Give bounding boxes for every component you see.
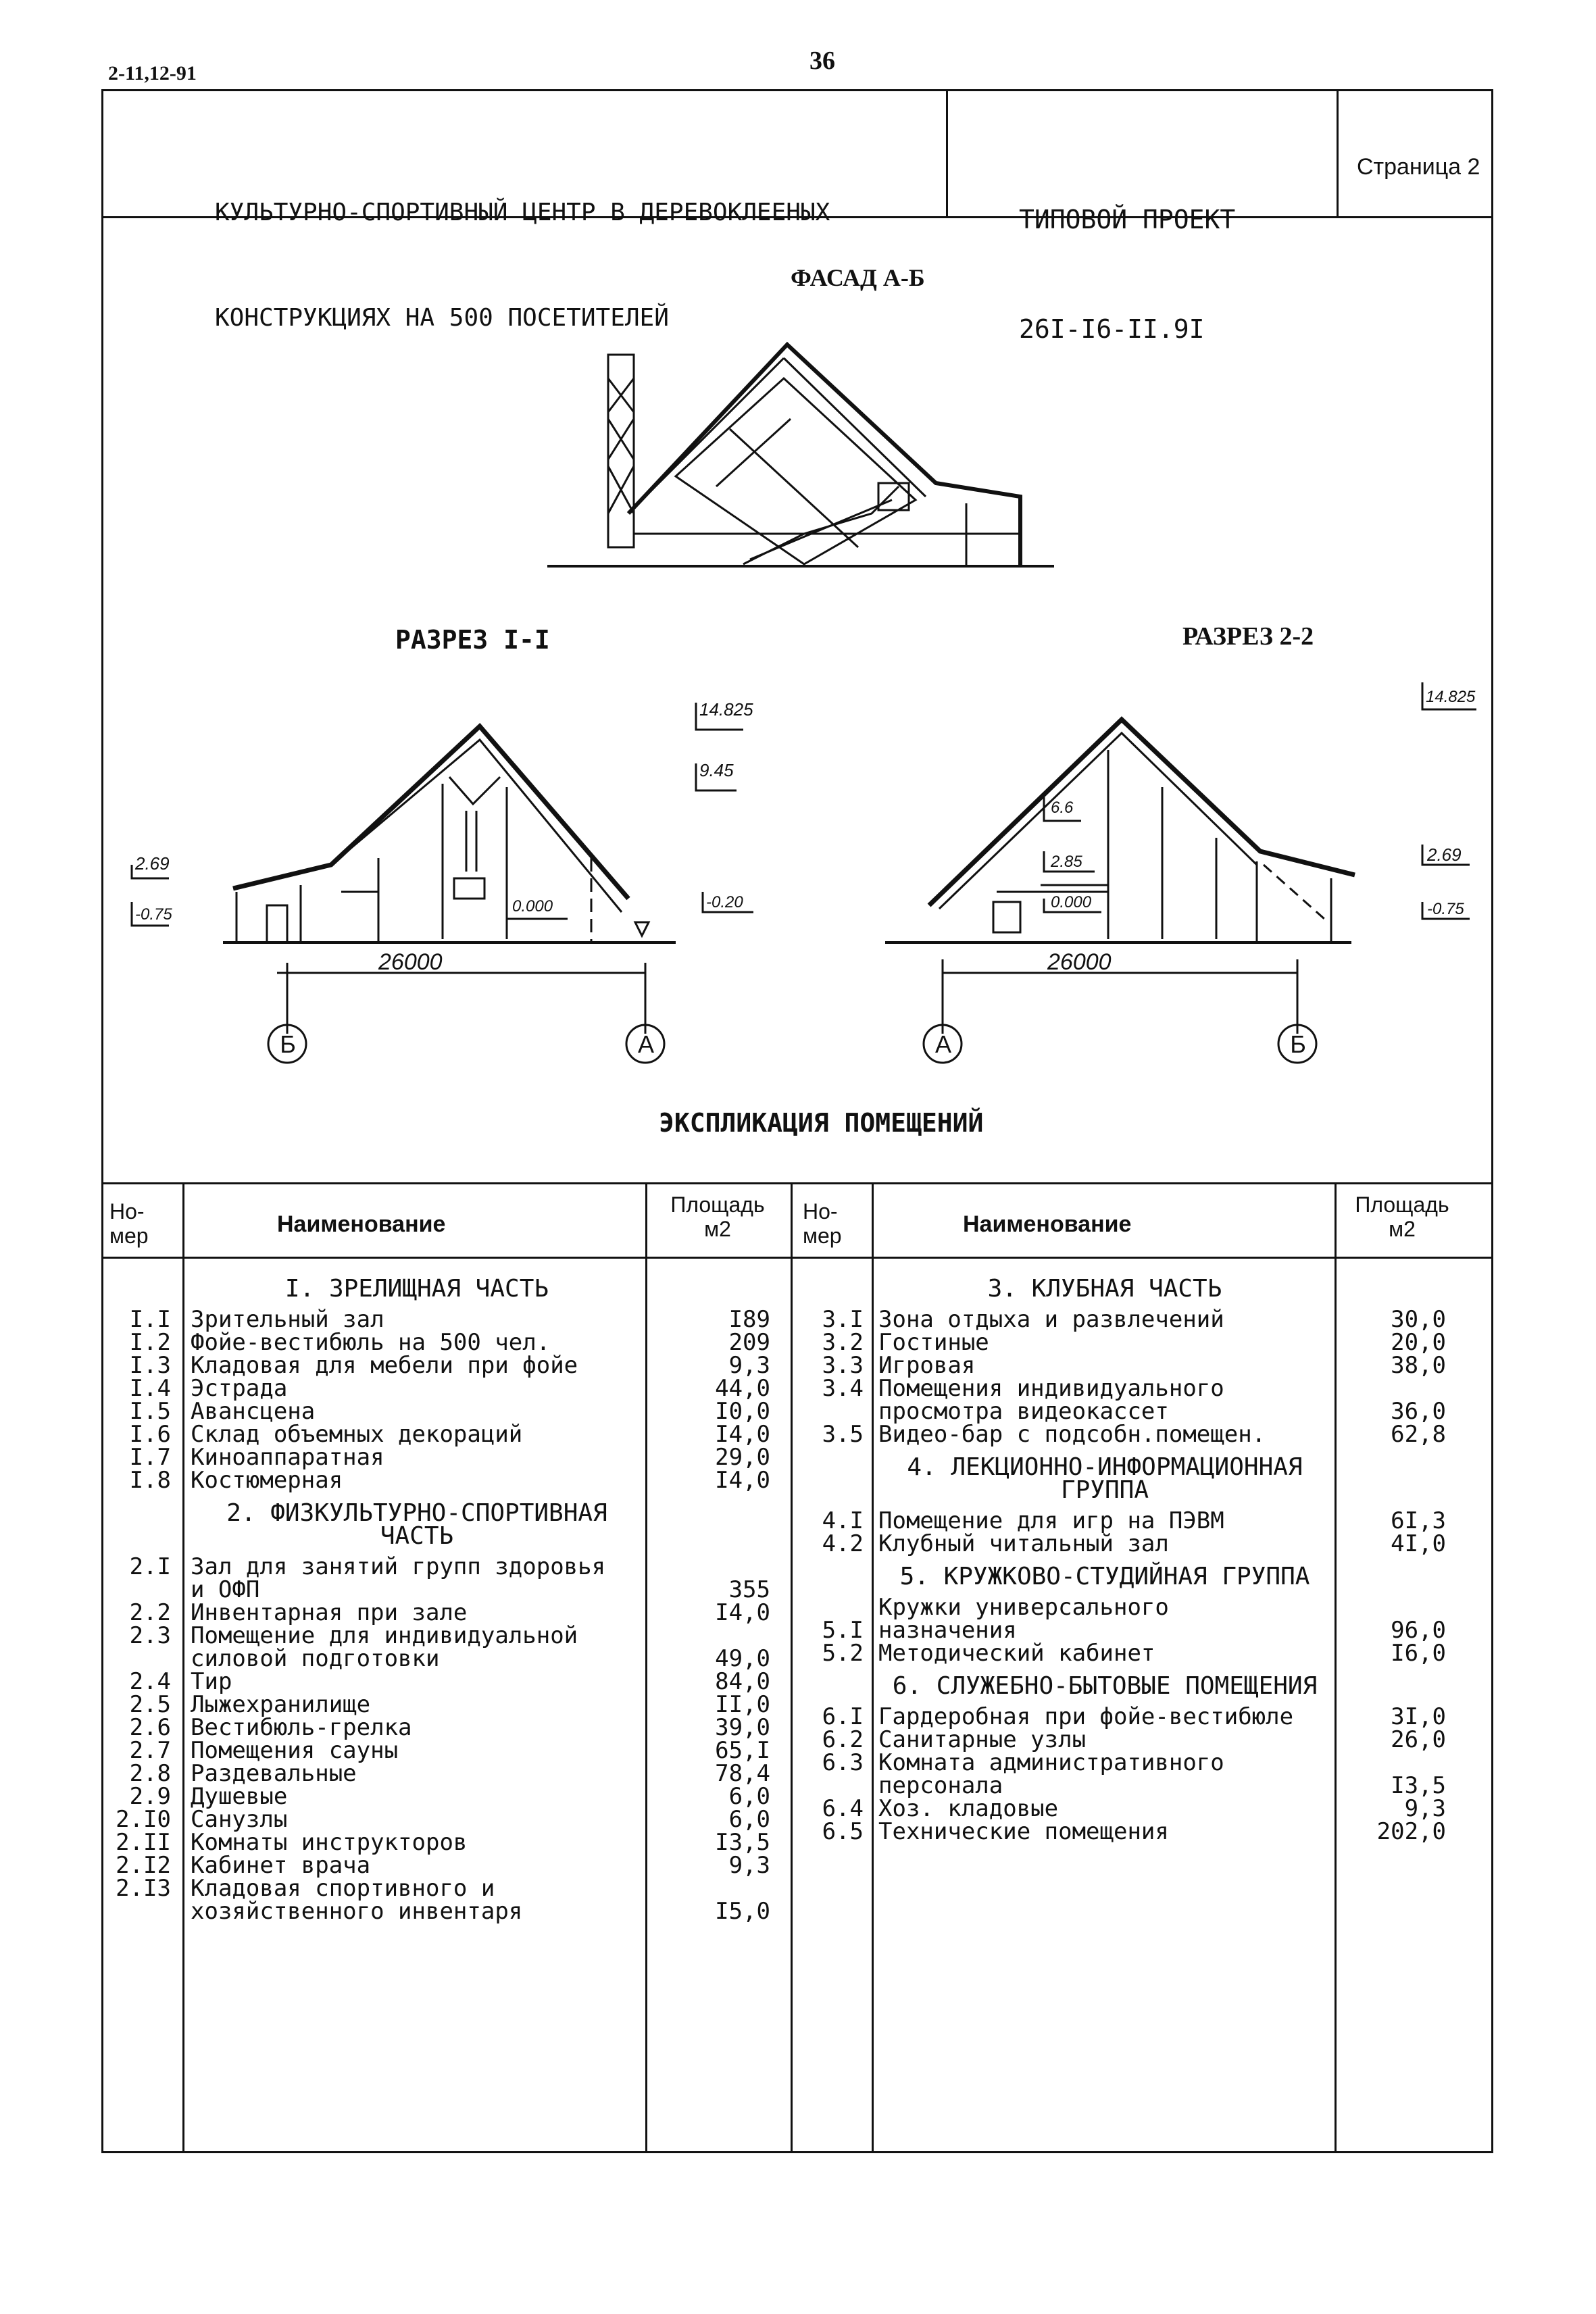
facade-title: ФАСАД А-Б [791, 264, 925, 291]
s1-axis-right: А [637, 1030, 654, 1058]
row-number: I.3 [129, 1352, 171, 1379]
row-area: 78,4 [715, 1760, 770, 1787]
row-number: 2.4 [129, 1668, 171, 1695]
row-area: I6,0 [1391, 1640, 1446, 1667]
row-area: 49,0 [715, 1645, 770, 1672]
row-number: 2.I0 [116, 1806, 171, 1833]
section-heading: 6. СЛУЖЕБНО-БЫТОВЫЕ ПОМЕЩЕНИЯ [892, 1672, 1318, 1700]
section-heading: 3. КЛУБНАЯ ЧАСТЬ [987, 1275, 1222, 1303]
s1-mark-left-upper: 2.69 [135, 853, 170, 874]
row-number: 2.I3 [116, 1875, 171, 1902]
row-area: 20,0 [1391, 1329, 1446, 1356]
row-name: Кладовая для мебели при фойе [191, 1352, 578, 1379]
table-top-line [101, 1182, 1493, 1184]
row-area: 84,0 [715, 1668, 770, 1695]
row-number: I.4 [129, 1375, 171, 1402]
row-area: 38,0 [1391, 1352, 1446, 1379]
row-name: Кладовая спортивного и [191, 1875, 495, 1902]
row-name: назначения [878, 1617, 1017, 1644]
row-number: I.I [129, 1306, 171, 1333]
row-name: Гостиные [878, 1329, 989, 1356]
row-area: 9,3 [1404, 1795, 1446, 1822]
row-area: I5,0 [715, 1898, 770, 1925]
row-name: Киноаппаратная [191, 1444, 384, 1471]
row-area: 26,0 [1391, 1726, 1446, 1753]
row-name: Санитарные узлы [878, 1726, 1087, 1753]
row-area: 62,8 [1391, 1421, 1446, 1448]
row-number: 6.2 [822, 1726, 864, 1753]
row-area: 96,0 [1391, 1617, 1446, 1644]
row-name: Тир [191, 1668, 232, 1695]
row-name: Инвентарная при зале [191, 1599, 468, 1626]
row-number: 4.I [822, 1507, 864, 1534]
row-area: 9,3 [728, 1852, 770, 1879]
row-area: 3I,0 [1391, 1703, 1446, 1730]
row-area: I89 [728, 1306, 770, 1333]
row-name: Зал для занятий групп здоровья [191, 1553, 606, 1580]
s1-dimension: 26000 [378, 949, 443, 975]
header-area-right-l2: м2 [1389, 1217, 1416, 1241]
row-area: I3,5 [1391, 1772, 1446, 1799]
row-number: 6.3 [822, 1749, 864, 1776]
row-name: Санузлы [191, 1806, 288, 1833]
section2-title: РАЗРЕЗ 2-2 [1182, 622, 1314, 651]
row-name: хозяйственного инвентаря [191, 1898, 523, 1925]
row-number: 2.9 [129, 1783, 171, 1810]
row-area: 36,0 [1391, 1398, 1446, 1425]
s2-dimension: 26000 [1047, 949, 1112, 975]
header-area-left-l2: м2 [704, 1217, 731, 1241]
row-number: 6.5 [822, 1818, 864, 1845]
row-area: 6,0 [728, 1783, 770, 1810]
project-line2: 26I-I6-II.9I [1019, 314, 1205, 344]
row-number: 3.5 [822, 1421, 864, 1448]
row-number: 3.I [822, 1306, 864, 1333]
s2-axis-left: А [934, 1030, 951, 1058]
row-name: Фойе-вестибюль на 500 чел. [191, 1329, 551, 1356]
row-name: Комната административного [878, 1749, 1224, 1776]
row-name: Зрительный зал [191, 1306, 384, 1333]
s1-mark-floor: 0.000 [512, 897, 553, 915]
s1-mark-mid: 9.45 [699, 760, 734, 780]
row-number: I.6 [129, 1421, 171, 1448]
row-name: Хоз. кладовые [878, 1795, 1059, 1822]
facade-drawing [547, 345, 1054, 566]
row-number: I.8 [129, 1467, 171, 1494]
row-name: Склад объемных декораций [191, 1421, 523, 1448]
row-name: Видео-бар с подсобн.помещен. [878, 1421, 1266, 1448]
page-label: Страница 2 [1357, 154, 1480, 180]
s1-mark-right: -0.20 [706, 893, 743, 911]
row-name: Комнаты инструкторов [191, 1829, 468, 1856]
header-area-left [657, 1192, 778, 1241]
table-header-line [101, 1257, 1493, 1259]
header-name-right: Наименование [963, 1211, 1132, 1237]
row-name: персонала [878, 1772, 1003, 1799]
row-area: I4,0 [715, 1599, 770, 1626]
header-area-left-l1: Площадь [670, 1192, 765, 1217]
section-heading: I. ЗРЕЛИЩНАЯ ЧАСТЬ [284, 1275, 549, 1303]
header-area-right [1341, 1192, 1463, 1241]
row-number: 5.2 [822, 1640, 864, 1667]
row-area: 355 [728, 1576, 770, 1603]
row-number: 2.I [129, 1553, 171, 1580]
row-number: 2.8 [129, 1760, 171, 1787]
row-area: 65,I [715, 1737, 770, 1764]
s2-axis-right: Б [1290, 1030, 1306, 1058]
row-name: Зона отдыха и развлечений [878, 1306, 1224, 1333]
row-name: Лыжехранилище [191, 1691, 371, 1718]
row-number: I.7 [129, 1444, 171, 1471]
row-number: 3.3 [822, 1352, 864, 1379]
explication-title: ЭКСПЛИКАЦИЯ ПОМЕЩЕНИЙ [659, 1108, 984, 1138]
header-title-line2: КОНСТРУКЦИЯХ НА 500 ПОСЕТИТЕЛЕЙ [215, 304, 669, 332]
project-line1: ТИПОВОЙ ПРОЕКТ [1019, 205, 1236, 234]
row-area: 6I,3 [1391, 1507, 1446, 1534]
section-heading: 5. КРУЖКОВО-СТУДИЙНАЯ ГРУППА [899, 1563, 1310, 1590]
row-number: 2.II [116, 1829, 171, 1856]
section2-drawing [885, 682, 1476, 1063]
section1-drawing [132, 703, 753, 1063]
row-area: 39,0 [715, 1714, 770, 1741]
row-number: 6.4 [822, 1795, 864, 1822]
row-area: II,0 [715, 1691, 770, 1718]
row-area: 6,0 [728, 1806, 770, 1833]
row-name: Кружки универсального [878, 1594, 1169, 1621]
s2-mark-top: 14.825 [1426, 688, 1476, 706]
row-area: 9,3 [728, 1352, 770, 1379]
header-num-right-l2: мер [803, 1224, 842, 1248]
explication-right-column [791, 1277, 1493, 2142]
row-name: просмотра видеокассет [878, 1398, 1169, 1425]
row-name: Помещения индивидуального [878, 1375, 1224, 1402]
explication-left-column [101, 1277, 791, 2142]
s2-mark-right-upper: 2.69 [1427, 845, 1462, 865]
drawings-svg [0, 0, 1596, 1149]
row-number: 2.2 [129, 1599, 171, 1626]
row-name: Авансцена [191, 1398, 316, 1425]
row-name: Клубный читальный зал [878, 1530, 1169, 1557]
row-name: Душевые [191, 1783, 288, 1810]
s2-mark-285: 2.85 [1051, 853, 1082, 871]
page-number: 36 [809, 47, 835, 75]
header-area-right-l1: Площадь [1355, 1192, 1449, 1217]
row-name: Вестибюль-грелка [191, 1714, 412, 1741]
s1-mark-top: 14.825 [699, 699, 753, 720]
s2-mark-66: 6.6 [1051, 799, 1074, 817]
row-number: 2.3 [129, 1622, 171, 1649]
row-name: и ОФП [191, 1576, 260, 1603]
row-number: 5.I [822, 1617, 864, 1644]
row-area: I3,5 [715, 1829, 770, 1856]
section-heading: 4. ЛЕКЦИОННО-ИНФОРМАЦИОННАЯ [907, 1453, 1303, 1481]
header-num-left-l2: мер [109, 1224, 149, 1248]
section1-title: РАЗРЕЗ I-I [395, 625, 550, 655]
row-name: Костюмерная [191, 1467, 343, 1494]
row-area: 29,0 [715, 1444, 770, 1471]
row-number: 2.6 [129, 1714, 171, 1741]
row-area: 209 [728, 1329, 770, 1356]
row-name: силовой подготовки [191, 1645, 440, 1672]
s1-mark-left-lower: -0.75 [135, 905, 172, 924]
row-area: 202,0 [1376, 1818, 1446, 1845]
row-area: 30,0 [1391, 1306, 1446, 1333]
row-number: I.5 [129, 1398, 171, 1425]
header-name-left: Наименование [277, 1211, 446, 1237]
row-name: Эстрада [191, 1375, 288, 1402]
row-area: I4,0 [715, 1421, 770, 1448]
row-name: Гардеробная при фойе-вестибюле [878, 1703, 1294, 1730]
header-title-line1: КУЛЬТУРНО-СПОРТИВНЫЙ ЦЕНТР В ДЕРЕВОКЛЕЕНЫХ [215, 199, 830, 226]
row-name: Методический кабинет [878, 1640, 1155, 1667]
header-num-right [803, 1199, 842, 1248]
header-num-right-l1: Но- [803, 1199, 838, 1224]
row-number: 2.I2 [116, 1852, 171, 1879]
row-area: I4,0 [715, 1467, 770, 1494]
row-number: I.2 [129, 1329, 171, 1356]
section-heading: ГРУППА [1060, 1476, 1149, 1504]
row-name: Помещения сауны [191, 1737, 399, 1764]
row-number: 2.5 [129, 1691, 171, 1718]
row-number: 3.2 [822, 1329, 864, 1356]
s2-mark-right-lower: -0.75 [1427, 900, 1464, 918]
row-name: Технические помещения [878, 1818, 1169, 1845]
row-name: Кабинет врача [191, 1852, 371, 1879]
row-name: Помещение для игр на ПЭВМ [878, 1507, 1224, 1534]
document-code: 2-11,12-91 [108, 62, 197, 84]
header-num-left-l1: Но- [109, 1199, 145, 1224]
row-number: 2.7 [129, 1737, 171, 1764]
row-name: Игровая [878, 1352, 976, 1379]
row-area: 4I,0 [1391, 1530, 1446, 1557]
header-num-left [109, 1199, 149, 1248]
row-name: Помещение для индивидуальной [191, 1622, 578, 1649]
row-number: 4.2 [822, 1530, 864, 1557]
section-heading: 2. ФИЗКУЛЬТУРНО-СПОРТИВНАЯ [226, 1499, 607, 1527]
s2-mark-floor: 0.000 [1051, 893, 1092, 911]
row-number: 6.I [822, 1703, 864, 1730]
row-area: I0,0 [715, 1398, 770, 1425]
s1-axis-left: Б [280, 1030, 296, 1058]
section-heading: ЧАСТЬ [380, 1522, 454, 1550]
row-number: 3.4 [822, 1375, 864, 1402]
row-name: Раздевальные [191, 1760, 357, 1787]
row-area: 44,0 [715, 1375, 770, 1402]
